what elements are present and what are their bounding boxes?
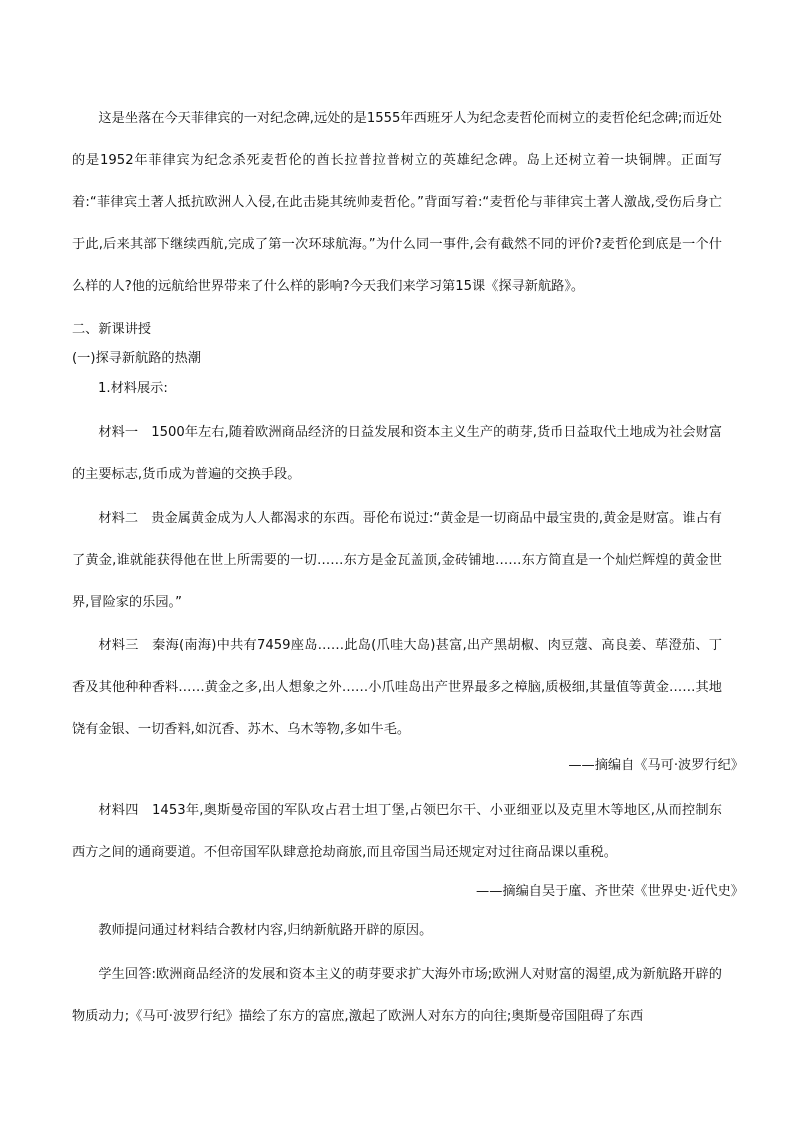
material-four-source: ——摘编自吴于廑、齐世荣《世界史·近代史》 [476,884,744,899]
item-title: 1.材料展示: [98,381,168,396]
section-title: 二、新课讲授 [72,322,152,337]
material-three-source: ——摘编自《马可·波罗行纪》 [568,758,744,773]
subsection-title: (一)探寻新航路的热潮 [72,351,201,366]
material-two: 材料二 贵金属黄金成为人人都渴求的东西。哥伦布说过:“黄金是一切商品中最宝贵的,黄金是财富。谁占有了黄金,谁就能获得他在世上所需要的一切……东方是金瓦盖顶,金砖铺地……东方简直是一个灿烂辉煌的黄金世界,冒险家的乐园。” [72,511,722,610]
intro-paragraph: 这是坐落在今天菲律宾的一对纪念碑,远处的是1555年西班牙人为纪念麦哲伦而树立的麦哲伦纪念碑;而近处的是1952年菲律宾为纪念杀死麦哲伦的酋长拉普拉普树立的英雄纪念碑。岛上还树立着一块铜牌。正面写着:“菲律宾土著人抵抗欧洲人入侵,在此击毙其统帅麦哲伦。”背面写着:“麦哲伦与菲律宾土著人激战,受伤后身亡于此,后来其部下继续西航,完成了第一次环球航海。”为什么同一事件,会有截然不同的评价?麦哲伦到底是一个什么样的人?他的远航给世界带来了什么样的影响?今天我们来学习第15课《探寻新航路》。 [72,111,722,294]
material-four: 材料四 1453年,奥斯曼帝国的军队攻占君士坦丁堡,占领巴尔干、小亚细亚以及克里木等地区,从而控制东西方之间的通商要道。不但帝国军队肆意抢劫商旅,而且帝国当局还规定对过往商品课以重税。 [72,803,722,860]
material-one: 材料一 1500年左右,随着欧洲商品经济的日益发展和资本主义生产的萌芽,货币日益取代土地成为社会财富的主要标志,货币成为普遍的交换手段。 [72,425,722,482]
material-three: 材料三 秦海(南海)中共有7459座岛……此岛(爪哇大岛)甚富,出产黑胡椒、肉豆蔻、高良姜、荜澄茄、丁香及其他种种香料……黄金之多,出人想象之外……小爪哇岛出产世界最多之樟脑,质极细,其量值等黄金……其地饶有金银、一切香料,如沉香、苏木、乌木等物,多如牛毛。 [72,638,722,737]
student-answer: 学生回答:欧洲商品经济的发展和资本主义的萌芽要求扩大海外市场;欧洲人对财富的渴望,成为新航路开辟的物质动力;《马可·波罗行纪》描绘了东方的富庶,激起了欧洲人对东方的向往;奥斯曼帝国阻碍了东西 [72,967,722,1024]
teacher-question: 教师提问通过材料结合教材内容,归纳新航路开辟的原因。 [98,923,433,938]
